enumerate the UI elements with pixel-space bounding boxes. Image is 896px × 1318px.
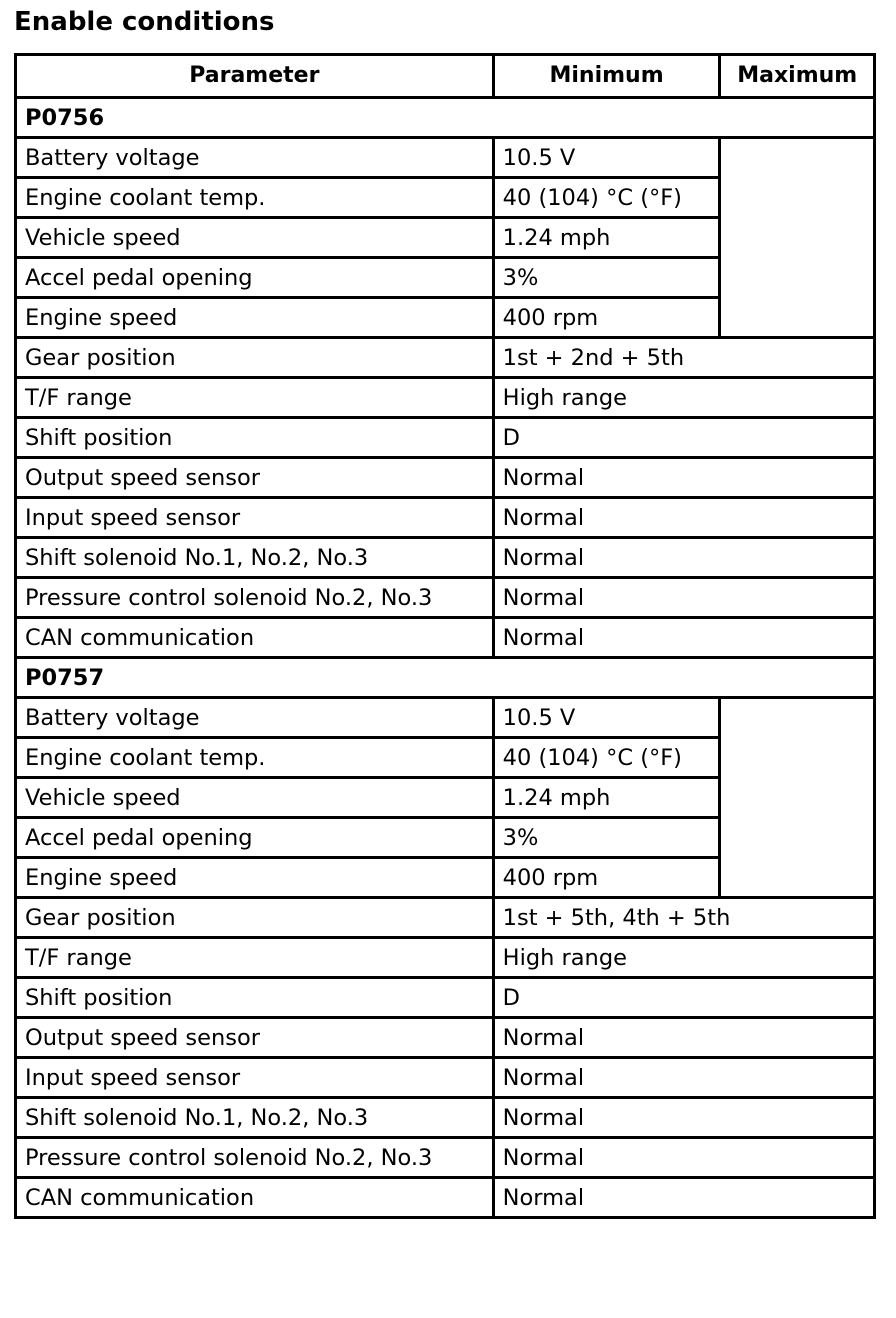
parameter-cell: Input speed sensor	[16, 1058, 494, 1098]
enable-conditions-table	[14, 53, 876, 1219]
minimum-cell: 10.5 V	[493, 698, 720, 738]
parameter-cell: Accel pedal opening	[16, 818, 494, 858]
table-row	[16, 338, 875, 378]
table-row	[16, 978, 875, 1018]
parameter-cell: Gear position	[16, 338, 494, 378]
section-row	[16, 658, 875, 698]
minimum-cell: 3%	[493, 258, 720, 298]
minimum-cell: 400 rpm	[493, 298, 720, 338]
column-header-parameter: Parameter	[16, 55, 494, 98]
value-cell: D	[493, 418, 874, 458]
parameter-cell: Pressure control solenoid No.2, No.3	[16, 578, 494, 618]
parameter-cell: CAN communication	[16, 618, 494, 658]
minimum-cell: 1.24 mph	[493, 778, 720, 818]
table-row	[16, 538, 875, 578]
table-row	[16, 498, 875, 538]
parameter-cell: Battery voltage	[16, 138, 494, 178]
parameter-cell: Gear position	[16, 898, 494, 938]
page-title: Enable conditions	[14, 7, 275, 37]
parameter-cell: Pressure control solenoid No.2, No.3	[16, 1138, 494, 1178]
minimum-cell: 40 (104) °C (°F)	[493, 178, 720, 218]
minimum-cell: 10.5 V	[493, 138, 720, 178]
parameter-cell: Accel pedal opening	[16, 258, 494, 298]
value-cell: Normal	[493, 618, 874, 658]
table-row	[16, 418, 875, 458]
table-row	[16, 578, 875, 618]
table-row	[16, 1018, 875, 1058]
parameter-cell: Shift solenoid No.1, No.2, No.3	[16, 1098, 494, 1138]
minimum-cell: 400 rpm	[493, 858, 720, 898]
table-row	[16, 378, 875, 418]
value-cell: Normal	[493, 578, 874, 618]
value-cell: 1st + 5th, 4th + 5th	[493, 898, 874, 938]
parameter-cell: CAN communication	[16, 1178, 494, 1218]
table-row	[16, 458, 875, 498]
value-cell: Normal	[493, 1138, 874, 1178]
minimum-cell: 40 (104) °C (°F)	[493, 738, 720, 778]
value-cell: Normal	[493, 538, 874, 578]
parameter-cell: Output speed sensor	[16, 458, 494, 498]
value-cell: Normal	[493, 1178, 874, 1218]
value-cell: Normal	[493, 458, 874, 498]
parameter-cell: Battery voltage	[16, 698, 494, 738]
section-row	[16, 98, 875, 138]
dtc-code: P0757	[16, 658, 875, 698]
minimum-cell: 3%	[493, 818, 720, 858]
table-row	[16, 138, 875, 178]
value-cell: 1st + 2nd + 5th	[493, 338, 874, 378]
parameter-cell: Engine speed	[16, 858, 494, 898]
table-row	[16, 1058, 875, 1098]
table-row	[16, 898, 875, 938]
value-cell: Normal	[493, 498, 874, 538]
parameter-cell: Shift position	[16, 418, 494, 458]
parameter-cell: Vehicle speed	[16, 778, 494, 818]
parameter-cell: Vehicle speed	[16, 218, 494, 258]
table-body	[16, 98, 875, 1218]
dtc-code: P0756	[16, 98, 875, 138]
maximum-cell-empty	[720, 138, 875, 338]
value-cell: High range	[493, 378, 874, 418]
parameter-cell: Engine coolant temp.	[16, 178, 494, 218]
parameter-cell: Shift solenoid No.1, No.2, No.3	[16, 538, 494, 578]
parameter-cell: Input speed sensor	[16, 498, 494, 538]
column-header-maximum: Maximum	[720, 55, 875, 98]
parameter-cell: T/F range	[16, 378, 494, 418]
parameter-cell: Engine speed	[16, 298, 494, 338]
parameter-cell: Engine coolant temp.	[16, 738, 494, 778]
value-cell: Normal	[493, 1018, 874, 1058]
table-row	[16, 938, 875, 978]
table-row	[16, 1138, 875, 1178]
table-row	[16, 1098, 875, 1138]
table-row	[16, 698, 875, 738]
minimum-cell: 1.24 mph	[493, 218, 720, 258]
parameter-cell: T/F range	[16, 938, 494, 978]
header-row	[16, 55, 875, 98]
table-row	[16, 618, 875, 658]
table-row	[16, 1178, 875, 1218]
value-cell: D	[493, 978, 874, 1018]
maximum-cell-empty	[720, 698, 875, 898]
column-header-minimum: Minimum	[493, 55, 720, 98]
parameter-cell: Shift position	[16, 978, 494, 1018]
parameter-cell: Output speed sensor	[16, 1018, 494, 1058]
value-cell: Normal	[493, 1098, 874, 1138]
value-cell: Normal	[493, 1058, 874, 1098]
value-cell: High range	[493, 938, 874, 978]
